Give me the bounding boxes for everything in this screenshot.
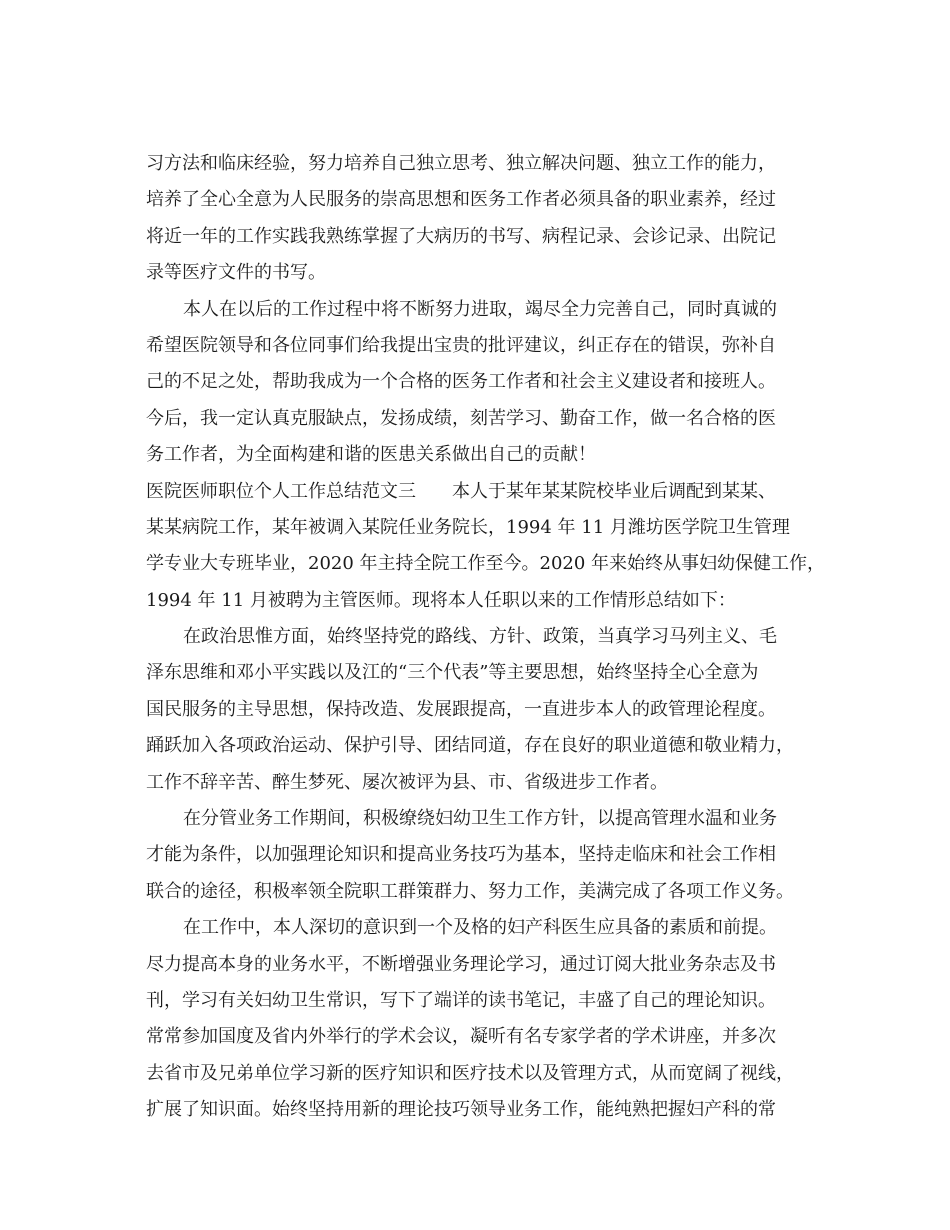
text-line: 扩展了知识面。始终坚持用新的理论技巧领导业务工作，能纯熟把握妇产科的常 xyxy=(146,1099,776,1121)
text-line: 将近一年的工作实践我熟练掌握了大病历的书写、病程记录、会诊记录、出院记 xyxy=(146,225,776,247)
text-line: 尽力提高本身的业务水平，不断增强业务理论学习，通过订阅大批业务杂志及书 xyxy=(146,953,776,975)
text-line: 国民服务的主导思想，保持改造、发展跟提高，一直进步本人的政管理论程度。 xyxy=(146,698,776,720)
section-heading-line: 医院医师职位个人工作总结范文三 本人于某年某某院校毕业后调配到某某、 xyxy=(146,480,776,502)
text-line: 刊，学习有关妇幼卫生常识，写下了端详的读书笔记，丰盛了自己的理论知识。 xyxy=(146,989,776,1011)
body-text xyxy=(146,146,826,1129)
text-line: 1994 年 11 月被聘为主管医师。现将本人任职以来的工作情形总结如下： xyxy=(146,589,736,611)
text-line: 踊跃加入各项政治运动、保护引导、团结同道，存在良好的职业道德和敬业精力， xyxy=(146,735,794,757)
text-line: 务工作者，为全面构建和谐的医患关系做出自己的贡献！ xyxy=(146,444,596,466)
text-line: 在政治思惟方面，始终坚持党的路线、方针、政策，当真学习马列主义、毛 xyxy=(183,626,777,648)
text-line: 习方法和临床经验，努力培养自己独立思考、独立解决问题、独立工作的能力， xyxy=(146,153,776,174)
text-line: 本人在以后的工作过程中将不断努力进取，竭尽全力完善自己，同时真诚的 xyxy=(183,298,777,320)
text-line: 希望医院领导和各位同事们给我提出宝贵的批评建议，纠正存在的错误，弥补自 xyxy=(146,334,776,356)
text-line: 去省市及兄弟单位学习新的医疗知识和医疗技术以及管理方式，从而宽阔了视线， xyxy=(146,1062,794,1084)
text-line: 联合的途径，积极率领全院职工群策群力、努力工作，美满完成了各项工作义务。 xyxy=(146,880,794,902)
text-line: 今后，我一定认真克服缺点，发扬成绩，刻苦学习、勤奋工作，做一名合格的医 xyxy=(146,407,776,429)
text-line: 在分管业务工作期间，积极缭绕妇幼卫生工作方针，以提高管理水温和业务 xyxy=(183,808,777,830)
text-line: 才能为条件，以加强理论知识和提高业务技巧为基本，坚持走临床和社会工作相 xyxy=(146,844,776,866)
text-line: 学专业大专班毕业，2020 年主持全院工作至今。2020 年来始终从事妇幼保健工作， xyxy=(146,553,826,575)
text-line: 己的不足之处，帮助我成为一个合格的医务工作者和社会主义建设者和接班人。 xyxy=(146,371,776,393)
text-line: 工作不辞辛苦、醉生梦死、屡次被评为县、市、省级进步工作者。 xyxy=(146,771,668,793)
text-line: 泽东思维和邓小平实践以及江的“三个代表”等主要思想，始终坚持全心全意为 xyxy=(146,662,759,684)
text-line: 某某病院工作，某年被调入某院任业务院长，1994 年 11 月潍坊医学院卫生管理 xyxy=(146,516,790,538)
text-line: 常常参加国度及省内外举行的学术会议，凝听有名专家学者的学术讲座，并多次 xyxy=(146,1026,776,1048)
text-line: 培养了全心全意为人民服务的崇高思想和医务工作者必须具备的职业素养，经过 xyxy=(146,189,776,211)
text-line: 录等医疗文件的书写。 xyxy=(146,262,326,284)
text-line: 在工作中，本人深切的意识到一个及格的妇产科医生应具备的素质和前提。 xyxy=(183,917,777,939)
